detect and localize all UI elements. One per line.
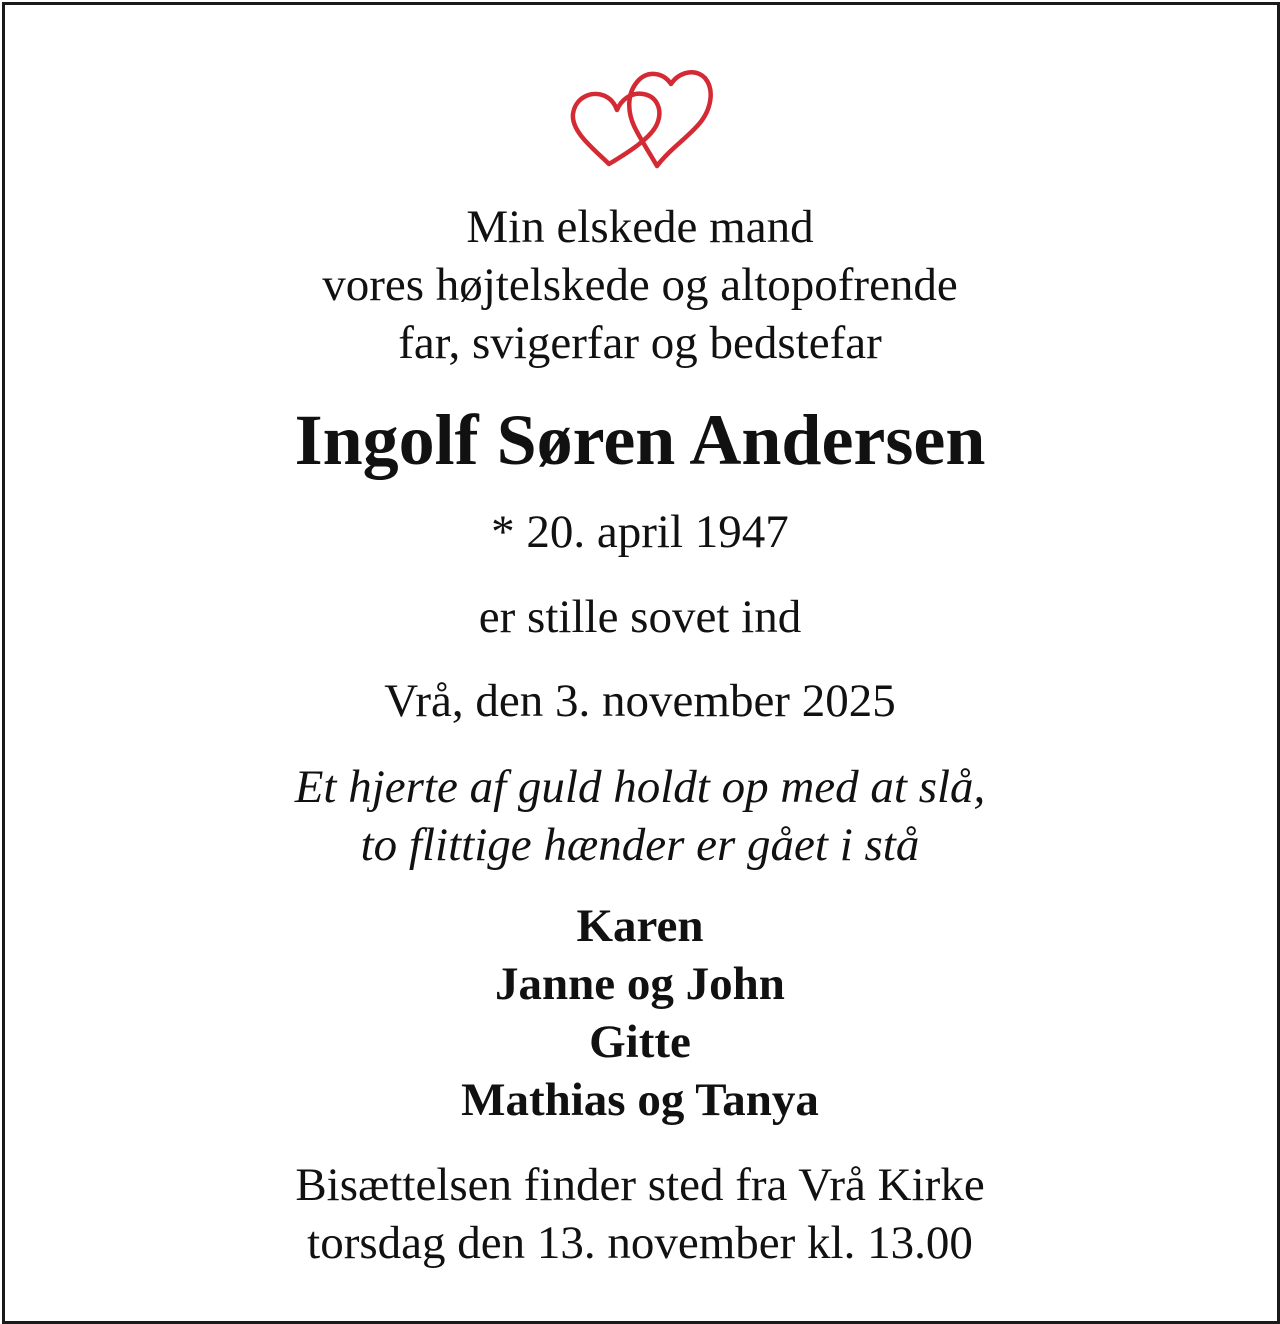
- verse-line-1: Et hjerte af guld holdt op med at slå,: [294, 761, 986, 813]
- family-line-2: Janne og John: [495, 958, 785, 1010]
- place-and-date: Vrå, den 3. november 2025: [384, 675, 896, 727]
- funeral-line-2: torsdag den 13. november kl. 13.00: [307, 1217, 973, 1269]
- passing-text: er stille sovet ind: [478, 591, 802, 643]
- family-line-4: Mathias og Tanya: [461, 1074, 819, 1126]
- intro-line-1: Min elskede mand: [466, 201, 814, 253]
- intro-line-3: far, svigerfar og bedstefar: [398, 317, 882, 369]
- family-line-3: Gitte: [589, 1016, 691, 1068]
- funeral-line-1: Bisættelsen finder sted fra Vrå Kirke: [295, 1159, 985, 1211]
- birth-date: * 20. april 1947: [491, 506, 789, 558]
- two-hearts-icon: [565, 60, 717, 172]
- family-line-1: Karen: [576, 900, 704, 952]
- intro-line-2: vores højtelskede og altopofrende: [322, 259, 958, 311]
- deceased-name: Ingolf Søren Andersen: [294, 400, 986, 480]
- verse-line-2: to flittige hænder er gået i stå: [360, 819, 920, 871]
